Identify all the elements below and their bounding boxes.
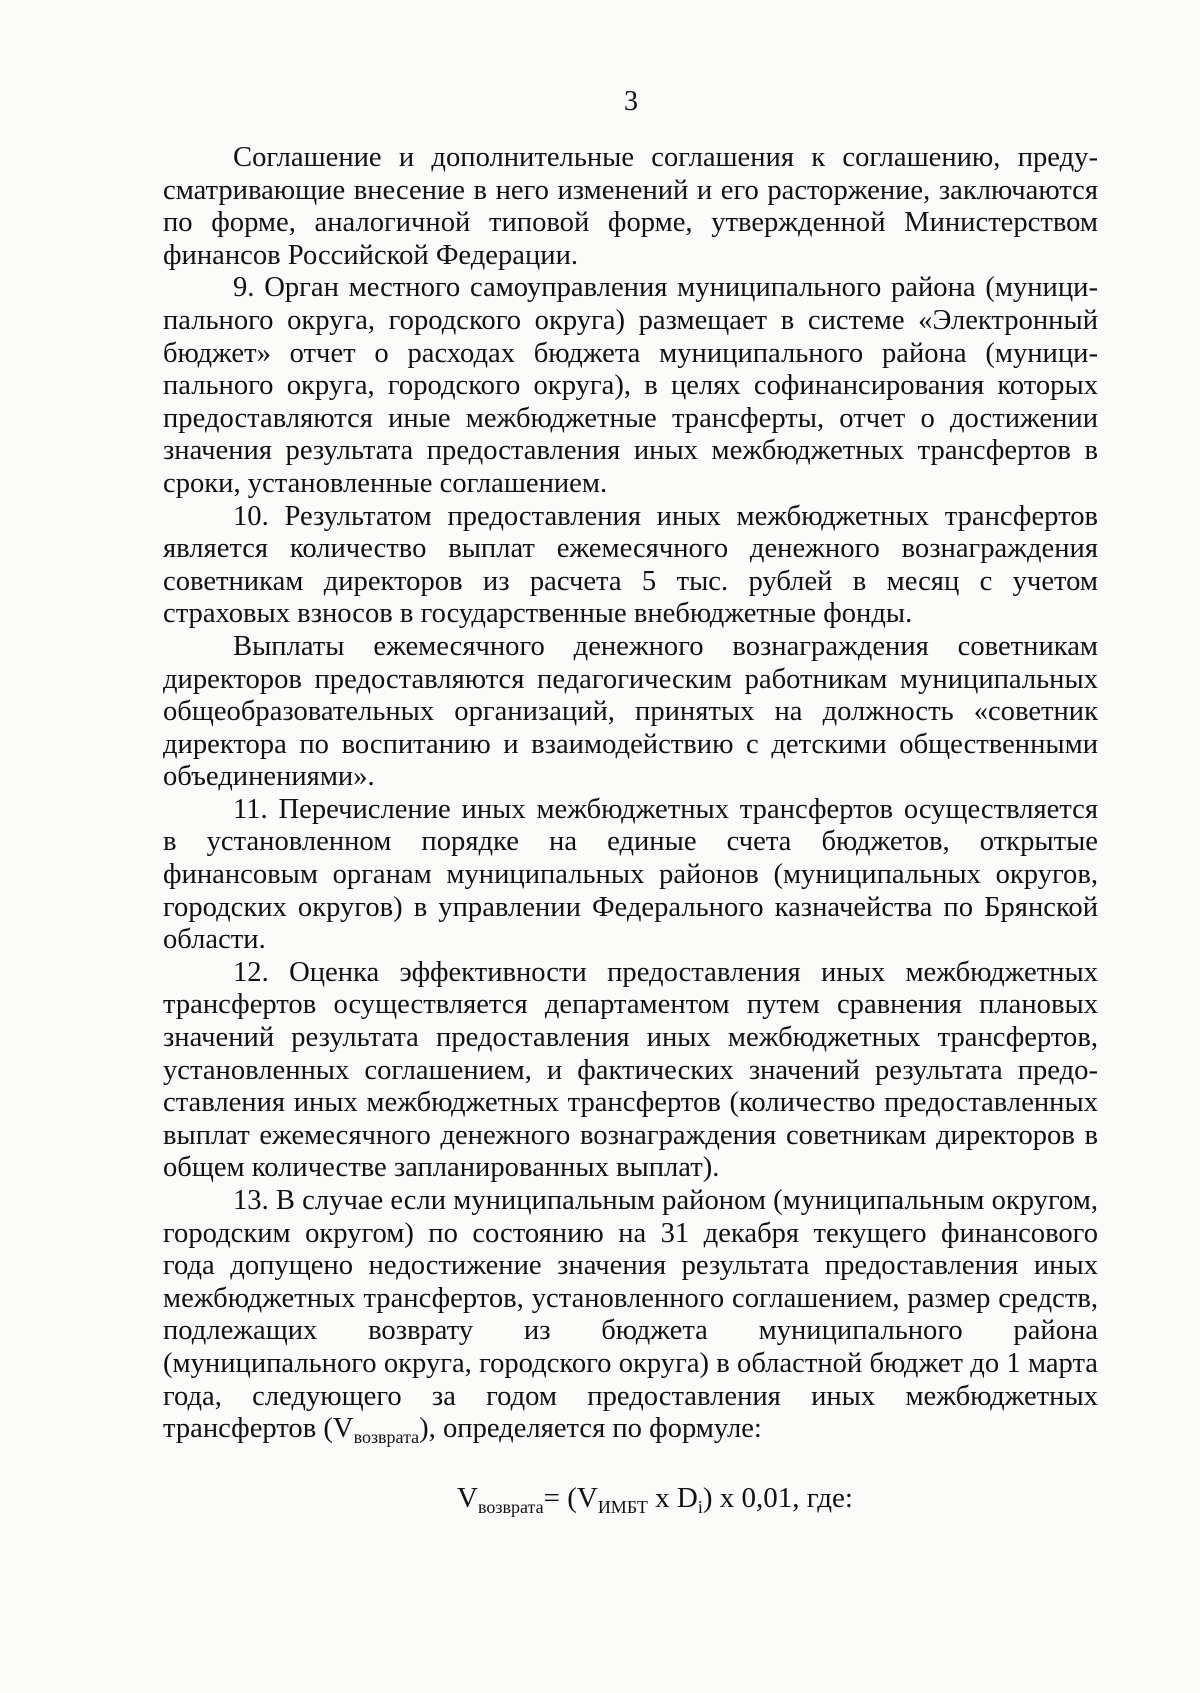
paragraph-payments: Выплаты ежемесячного денежного вознаграждения советникам директоров предоставляются педагогическим работникам муниципальных общеобразовательных организаций, принятых на должность «советник директора по воспитанию и взаимодействию с детскими общественными объединениями». [163,630,1098,793]
formula-times-d: x D [647,1482,698,1514]
formula-tail: ) x 0,01, где: [702,1482,853,1514]
refund-formula [0,1481,1200,1518]
paragraph-agreement-form: Соглашение и дополнительные соглашения к соглашению, предусматривающие внесение в него изменений и его расторжение, заключаются по форме, аналогичной типовой форме, утвержденной Министерством финансов Российской Федерации. [163,142,1098,271]
formula-subscript-i: i [697,1497,703,1517]
formula-v: V [457,1482,478,1514]
paragraph-13-text: 13. В случае если муниципальным районом (муниципальным округом, городским округом) по состоянию на 31 декабря текущего финансового года допущено недостижение значения результата предоставления иных межбюджетных трансфертов, установленного соглашением, размер средств, подлежащих возврату из бюджета муниципального района (муниципального округа, городского округа) в областной бюджет до 1 марта года, следующего за годом предоставления иных межбюджетных трансфертов (V [163,1185,1098,1445]
document-body [163,142,1098,1448]
paragraph-10-result: 10. Результатом предоставления иных межбюджетных трансфертов является количество выплат ежемесячного денежного вознаграждения советникам директоров из расчета 5 тыс. рублей в месяц с учетом страховых взносов в государственные внебюджетные фонды. [163,500,1098,630]
paragraph-11-transfer: 11. Перечисление иных межбюджетных трансфертов осуществляется в установленном порядке на единые счета бюджетов, открытые финансовым органам муниципальных районов (муниципальных округов, городских округов) в управлении Федерального казначейства по Брянской области. [163,793,1098,956]
paragraph-13-subscript: возврата [353,1427,420,1448]
paragraph-9-report: 9. Орган местного самоуправления муниципального района (муниципального округа, городского округа) размещает в системе «Электронный бюджет» отчет о расходах бюджета муниципального района (муниципального округа, городского округа), в целях софинансирования которых предоставляются иные межбюджетные трансферты, отчет о достижении значения результата предоставления иных межбюджетных трансфертов в сроки, установленные соглашением. [163,272,1098,499]
formula-subscript-imbt: ИМБТ [597,1497,648,1517]
paragraph-13-refund [163,1185,1098,1448]
formula-equals: = (V [543,1482,598,1514]
paragraph-13-tail: ), определяется по формуле: [419,1413,762,1445]
page-number: 3 [624,86,638,117]
formula-subscript-refund: возврата [478,1497,544,1517]
paragraph-12-evaluation: 12. Оценка эффективности предоставления иных межбюджетных трансфертов осуществляется департаментом путем сравнения плановых значений результата предоставления иных межбюджетных трансфертов, установленных соглашением, и фактических значений результата предоставления иных межбюджетных трансфертов (количество предоставленных выплат ежемесячного денежного вознаграждения советникам директоров в общем количестве запланированных выплат). [163,956,1098,1184]
